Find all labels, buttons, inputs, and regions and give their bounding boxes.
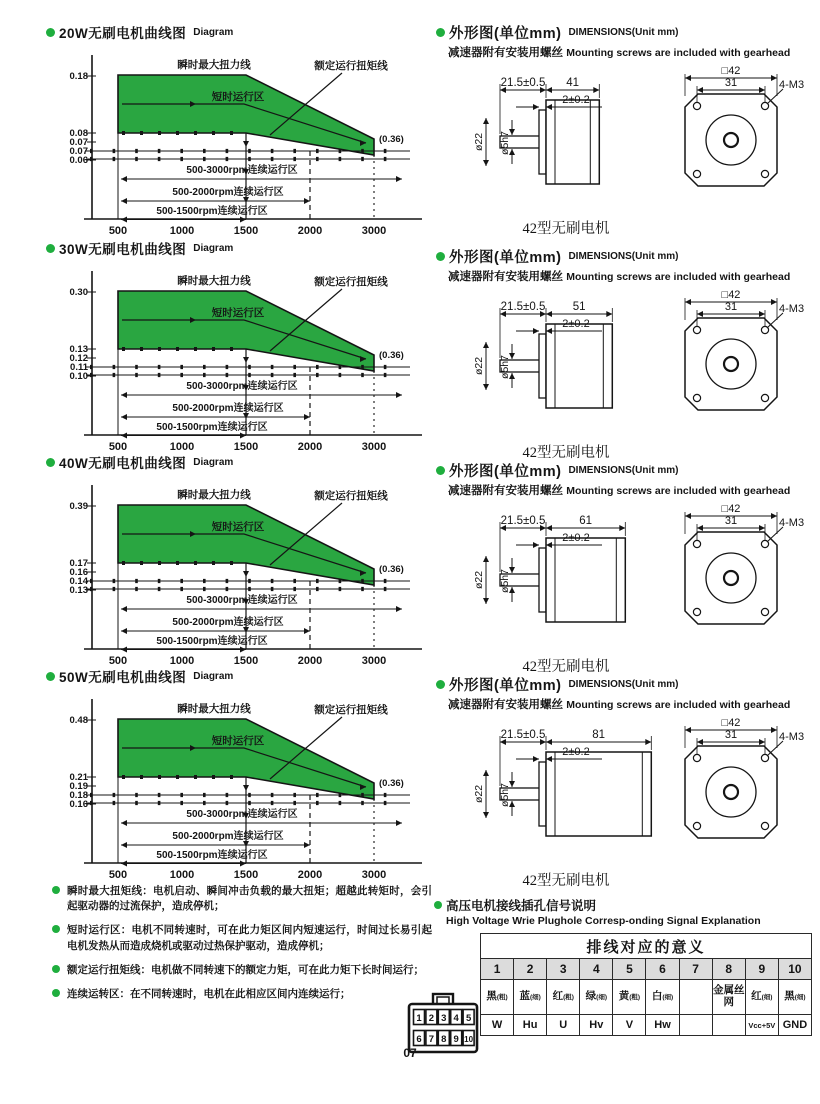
svg-text:0.13: 0.13 [69,585,88,596]
note-text: 连续运转区：在不同转速时，电机在此相应区间内连续运行； [67,988,351,1001]
svg-text:0.17: 0.17 [69,558,88,569]
svg-text:2±0.2: 2±0.2 [562,318,590,330]
svg-text:500-2000rpm连续运行区: 500-2000rpm连续运行区 [172,831,284,842]
svg-text:0.30: 0.30 [69,287,88,298]
svg-text:500: 500 [108,655,128,667]
svg-text:4-M3: 4-M3 [779,731,805,743]
dimension-drawing [436,498,816,648]
svg-text:瞬时最大扭力线: 瞬时最大扭力线 [177,275,251,287]
dimensions-title: 外形图(单位mm) [449,26,562,42]
page-number: 07 [403,1046,417,1060]
wiring-subtitle: High Voltage Wrie Plughole Corresp-onding Signal Explanation [446,915,761,927]
svg-text:4-M3: 4-M3 [779,79,805,91]
wiring-table [480,933,812,1036]
chart-header [46,666,434,686]
wiring-table-cell: 黑(粗) [481,980,514,1015]
wiring-table-cell: 2 [514,959,547,980]
svg-text:短时运行区: 短时运行区 [211,91,265,103]
wiring-table-cell: V [613,1015,646,1036]
bullet-icon [52,989,60,997]
note-text: 额定运行扭矩线：电机做不同转速下的额定力矩，可在此力矩下长时间运行； [67,963,424,976]
wiring-title: 高压电机接线插孔信号说明 [446,899,597,913]
svg-text:0.07: 0.07 [69,146,88,157]
chart-header [46,238,434,258]
svg-text:ø5h7: ø5h7 [499,783,511,807]
svg-text:0.18: 0.18 [69,71,88,82]
wiring-section-header [434,896,818,914]
wiring-table-cell: 6 [646,959,679,980]
svg-text:2±0.2: 2±0.2 [562,94,590,106]
svg-text:2000: 2000 [297,655,323,667]
svg-text:31: 31 [724,729,738,741]
svg-text:(0.36): (0.36) [379,134,404,145]
bullet-icon [436,466,445,475]
svg-text:0.14: 0.14 [69,576,88,587]
svg-text:4-M3: 4-M3 [779,303,805,315]
svg-text:ø5h7: ø5h7 [499,355,511,379]
bullet-icon [46,244,55,253]
dimensions-title-en: DIMENSIONS(Unit mm) [568,251,679,262]
svg-text:0.06: 0.06 [69,155,88,166]
wiring-table-cell: 金属丝网 [712,980,745,1015]
chart-title-en: Diagram [193,242,234,254]
wiring-table-cell: 4 [580,959,613,980]
bullet-icon [46,458,55,467]
svg-text:8: 8 [441,1034,447,1045]
wiring-table-cell [679,980,712,1015]
dimensions-header [436,22,818,43]
chart-title: 20W无刷电机曲线图 [59,26,187,41]
svg-text:3000: 3000 [361,655,387,667]
dimension-drawing [436,712,816,862]
svg-text:31: 31 [724,515,738,527]
svg-text:额定运行扭矩线: 额定运行扭矩线 [314,490,388,502]
dimensions-title-en: DIMENSIONS(Unit mm) [568,679,679,690]
svg-text:500-1500rpm连续运行区: 500-1500rpm连续运行区 [156,850,268,861]
svg-text:瞬时最大扭力线: 瞬时最大扭力线 [177,59,251,71]
svg-text:51: 51 [572,301,586,313]
note-item [52,963,432,978]
svg-text:0.07: 0.07 [69,137,88,148]
svg-text:□42: □42 [721,289,741,301]
dimensions-subtitle: 减速器附有安装用螺丝 Mounting screws are included with gearhead [448,271,791,283]
svg-text:2000: 2000 [297,869,323,881]
svg-text:0.12: 0.12 [69,353,88,364]
dimension-drawing [436,60,816,210]
dimensions-subtitle: 减速器附有安装用螺丝 Mounting screws are included with gearhead [448,485,791,497]
dimensions-subtitle-en: Mounting screws are included with gearhead [566,699,791,711]
svg-text:ø22: ø22 [473,132,485,152]
svg-text:1000: 1000 [169,441,195,453]
svg-text:ø5h7: ø5h7 [499,131,511,155]
svg-text:(0.36): (0.36) [379,564,404,575]
torque-chart-block-40w [46,452,434,676]
svg-text:0.39: 0.39 [69,501,88,512]
svg-text:500-3000rpm连续运行区: 500-3000rpm连续运行区 [186,595,298,606]
dimensions-header [436,460,818,481]
bullet-icon [46,28,55,37]
svg-text:□42: □42 [721,65,741,77]
svg-text:1500: 1500 [233,655,259,667]
wiring-table-cell [679,1015,712,1036]
svg-text:0.16: 0.16 [69,799,88,810]
dimension-block-61 [436,460,818,676]
wiring-table-cell [712,1015,745,1036]
wiring-table-cell: 绿(细) [580,980,613,1015]
torque-chart-block-20w [46,22,434,246]
wiring-table-cell: GND [778,1015,811,1036]
svg-text:2000: 2000 [297,225,323,237]
notes-list [52,884,432,1011]
wiring-table-cell: 蓝(细) [514,980,547,1015]
dimension-block-51 [436,246,818,462]
chart-title: 40W无刷电机曲线图 [59,456,187,471]
wiring-table-cell: 9 [745,959,778,980]
bullet-icon [436,252,445,261]
wiring-table-cell: 3 [547,959,580,980]
svg-text:500: 500 [108,869,128,881]
dimension-block-81 [436,674,818,890]
bullet-icon [436,28,445,37]
svg-text:短时运行区: 短时运行区 [211,521,265,533]
wiring-table-cell: Hw [646,1015,679,1036]
svg-text:10: 10 [464,1035,474,1044]
svg-text:0.19: 0.19 [69,781,88,792]
dimension-drawing [436,284,816,434]
dimensions-title-en: DIMENSIONS(Unit mm) [568,465,679,476]
torque-chart-block-50w [46,666,434,890]
chart-title-en: Diagram [193,26,234,38]
svg-text:0.16: 0.16 [69,567,88,578]
svg-text:瞬时最大扭力线: 瞬时最大扭力线 [177,703,251,715]
svg-text:61: 61 [579,515,593,527]
svg-text:21.5±0.5: 21.5±0.5 [500,515,546,527]
svg-text:500-3000rpm连续运行区: 500-3000rpm连续运行区 [186,381,298,392]
torque-curve-chart [46,473,431,671]
note-item [52,923,432,953]
wiring-table-cell: 红(细) [745,980,778,1015]
wiring-table-cell: W [481,1015,514,1036]
torque-curve-chart [46,43,431,241]
wiring-table-cell: 黑(细) [778,980,811,1015]
note-text: 瞬时最大扭矩线：电机启动、瞬间冲击负载的最大扭矩；超越此转矩时，会引起驱动器的过流保护，造成停机； [67,885,432,913]
wiring-table-title: 排线对应的意义 [481,934,812,959]
svg-text:500: 500 [108,441,128,453]
svg-text:500-3000rpm连续运行区: 500-3000rpm连续运行区 [186,809,298,820]
bullet-icon [434,901,442,909]
svg-text:额定运行扭矩线: 额定运行扭矩线 [314,276,388,288]
svg-text:3: 3 [441,1013,447,1024]
wiring-table-cell: 黄(粗) [613,980,646,1015]
svg-text:0.08: 0.08 [69,128,88,139]
chart-header [46,22,434,42]
bullet-icon [46,672,55,681]
svg-text:短时运行区: 短时运行区 [211,735,265,747]
chart-title: 30W无刷电机曲线图 [59,242,187,257]
bullet-icon [52,965,60,973]
wiring-table-cell: 8 [712,959,745,980]
torque-curve-chart [46,259,431,457]
svg-text:ø22: ø22 [473,356,485,376]
note-item [52,987,432,1002]
svg-text:短时运行区: 短时运行区 [211,307,265,319]
svg-text:额定运行扭矩线: 额定运行扭矩线 [314,60,388,72]
svg-text:1500: 1500 [233,441,259,453]
svg-text:0.10: 0.10 [69,371,88,382]
svg-text:3000: 3000 [361,225,387,237]
dimensions-subtitle-en: Mounting screws are included with gearhead [566,485,791,497]
svg-text:2±0.2: 2±0.2 [562,746,590,758]
dimensions-title: 外形图(单位mm) [449,250,562,266]
wiring-table-cell: Vcc+5V [745,1015,778,1036]
svg-text:0.18: 0.18 [69,790,88,801]
svg-text:4-M3: 4-M3 [779,517,805,529]
wiring-table-cell: 红(粗) [547,980,580,1015]
svg-text:0.21: 0.21 [69,772,88,783]
drawing-caption: 42型无刷电机 [522,873,610,889]
svg-text:500-2000rpm连续运行区: 500-2000rpm连续运行区 [172,617,284,628]
bullet-icon [52,925,60,933]
wiring-table-cell: 白(细) [646,980,679,1015]
svg-text:瞬时最大扭力线: 瞬时最大扭力线 [177,489,251,501]
chart-title: 50W无刷电机曲线图 [59,670,187,685]
dimensions-title: 外形图(单位mm) [449,464,562,480]
wiring-table-cell: 7 [679,959,712,980]
torque-curve-chart [46,687,431,885]
torque-chart-block-30w [46,238,434,462]
svg-text:6: 6 [416,1034,422,1045]
dimensions-title: 外形图(单位mm) [449,678,562,694]
chart-title-en: Diagram [193,456,234,468]
dimension-block-41 [436,22,818,238]
svg-text:□42: □42 [721,503,741,515]
svg-text:7: 7 [428,1034,435,1045]
dimensions-subtitle: 减速器附有安装用螺丝 Mounting screws are included with gearhead [448,699,791,711]
dimensions-header [436,246,818,267]
svg-text:21.5±0.5: 21.5±0.5 [500,77,546,89]
svg-text:2±0.2: 2±0.2 [562,532,590,544]
note-item [52,884,432,914]
svg-text:1000: 1000 [169,225,195,237]
svg-text:3000: 3000 [361,869,387,881]
svg-text:(0.36): (0.36) [379,778,404,789]
svg-text:31: 31 [724,77,738,89]
svg-text:21.5±0.5: 21.5±0.5 [500,301,546,313]
wiring-table-cell: 10 [778,959,811,980]
svg-text:2000: 2000 [297,441,323,453]
svg-text:500-1500rpm连续运行区: 500-1500rpm连续运行区 [156,206,268,217]
drawing-caption: 42型无刷电机 [522,445,610,461]
dimensions-header [436,674,818,695]
dimensions-subtitle-en: Mounting screws are included with gearhead [566,271,791,283]
svg-text:额定运行扭矩线: 额定运行扭矩线 [314,704,388,716]
wiring-table-cell: 1 [481,959,514,980]
svg-text:5: 5 [465,1013,472,1024]
wiring-table-cell: 5 [613,959,646,980]
svg-text:31: 31 [724,301,738,313]
svg-text:9: 9 [453,1034,459,1045]
svg-text:1000: 1000 [169,655,195,667]
bullet-icon [52,886,60,894]
svg-text:□42: □42 [721,717,741,729]
svg-text:500-2000rpm连续运行区: 500-2000rpm连续运行区 [172,187,284,198]
svg-text:1000: 1000 [169,869,195,881]
svg-text:(0.36): (0.36) [379,350,404,361]
svg-text:81: 81 [592,729,606,741]
svg-text:3000: 3000 [361,441,387,453]
dimensions-subtitle: 减速器附有安装用螺丝 Mounting screws are included with gearhead [448,47,791,59]
svg-text:500-1500rpm连续运行区: 500-1500rpm连续运行区 [156,422,268,433]
wiring-section [416,896,818,1045]
dimensions-title-en: DIMENSIONS(Unit mm) [568,27,679,38]
bullet-icon [436,680,445,689]
svg-text:500: 500 [108,225,128,237]
svg-text:ø5h7: ø5h7 [499,569,511,593]
svg-text:ø22: ø22 [473,784,485,804]
svg-text:0.48: 0.48 [69,715,88,726]
drawing-caption: 42型无刷电机 [522,221,610,237]
chart-header [46,452,434,472]
note-text: 短时运行区：电机不同转速时，可在此力矩区间内短速运行，时间过长易引起电机发热从而造成烧机或驱动过热保护驱动，造成停机； [67,924,432,952]
drawing-caption: 42型无刷电机 [522,659,610,675]
svg-text:500-2000rpm连续运行区: 500-2000rpm连续运行区 [172,403,284,414]
svg-text:ø22: ø22 [473,570,485,590]
svg-text:1500: 1500 [233,225,259,237]
wiring-body [416,933,818,1045]
wiring-table-cell: U [547,1015,580,1036]
chart-title-en: Diagram [193,670,234,682]
svg-text:41: 41 [566,77,580,89]
wiring-table-cell: Hu [514,1015,547,1036]
svg-text:21.5±0.5: 21.5±0.5 [500,729,546,741]
svg-text:4: 4 [453,1013,459,1024]
svg-text:0.13: 0.13 [69,344,88,355]
svg-text:500-1500rpm连续运行区: 500-1500rpm连续运行区 [156,636,268,647]
svg-text:500-3000rpm连续运行区: 500-3000rpm连续运行区 [186,165,298,176]
svg-text:1500: 1500 [233,869,259,881]
svg-text:2: 2 [428,1013,435,1024]
dimensions-subtitle-en: Mounting screws are included with gearhead [566,47,791,59]
svg-text:1: 1 [416,1013,422,1024]
wiring-table-cell: Hv [580,1015,613,1036]
svg-text:0.11: 0.11 [70,362,88,373]
